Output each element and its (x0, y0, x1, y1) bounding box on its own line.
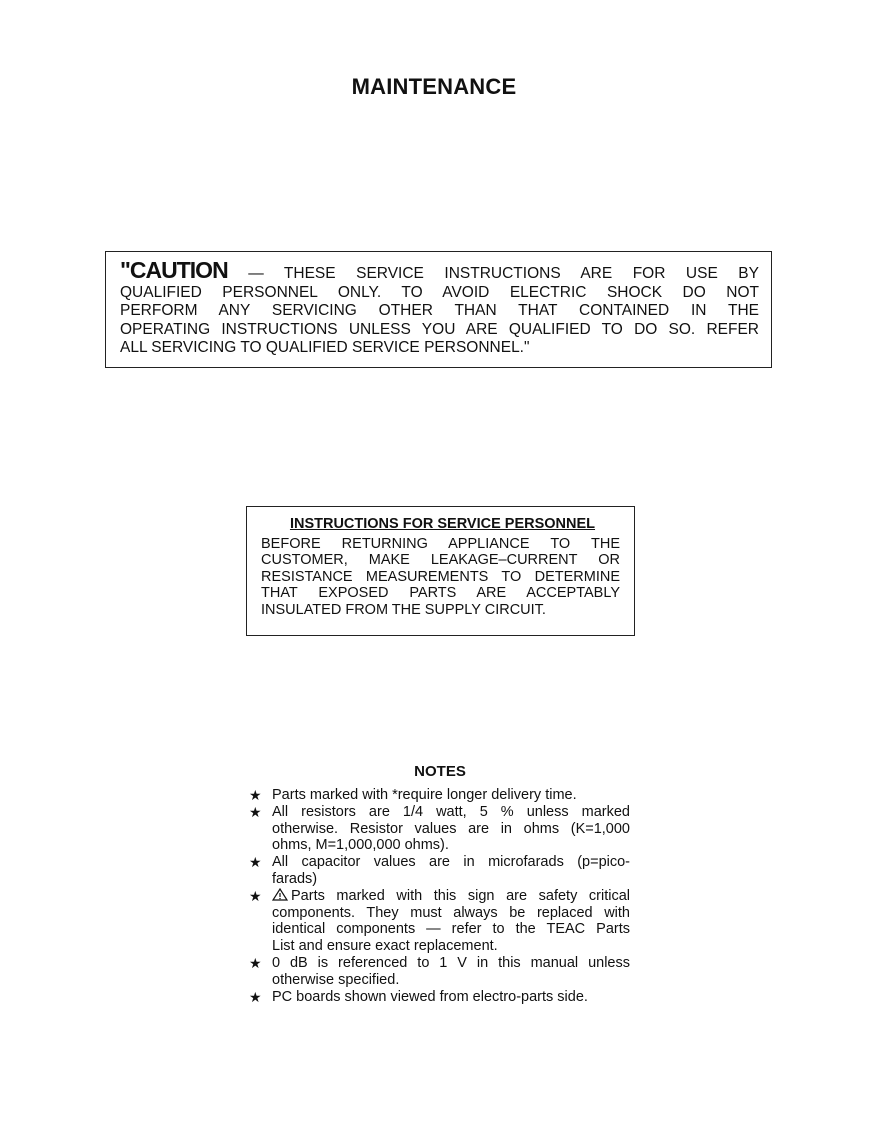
service-instructions-box (246, 506, 635, 636)
service-line-3: RESISTANCE MEASUREMENTS TO DETERMINE (261, 568, 620, 585)
service-line-5: INSULATED FROM THE SUPPLY CIRCUIT. (261, 601, 546, 618)
note-line: PC boards shown viewed from electro-parts side. (272, 988, 588, 1005)
note-line: ohms, M=1,000,000 ohms). (272, 837, 449, 854)
note-item (249, 888, 630, 955)
note-item (249, 804, 630, 854)
service-line-4: THAT EXPOSED PARTS ARE ACCEPTABLY (261, 585, 620, 601)
caution-line-2: QUALIFIED PERSONNEL ONLY. TO AVOID ELECTRIC SHOCK DO NOT (120, 283, 759, 301)
note-line: 0 dB is referenced to 1 V in this manual unless (272, 954, 630, 971)
note-text: Parts marked with this sign are safety critical (291, 887, 630, 904)
star-icon: ★ (249, 787, 262, 803)
caution-box (105, 251, 772, 368)
notes-list (249, 787, 630, 1005)
note-line: List and ensure exact replacement. (272, 938, 498, 955)
note-item (249, 854, 630, 888)
service-line-2: CUSTOMER, MAKE LEAKAGE–CURRENT OR (261, 552, 620, 568)
note-line-with-icon (272, 888, 630, 905)
note-line: All resistors are 1/4 watt, 5 % unless marked (272, 803, 630, 820)
caution-line-3: PERFORM ANY SERVICING OTHER THAN THAT CONTAINED IN THE (120, 302, 759, 319)
warning-triangle-icon (272, 888, 288, 901)
note-line: identical components — refer to the TEAC Parts (272, 921, 630, 938)
caution-label: "CAUTION (120, 257, 228, 283)
star-icon: ★ (249, 854, 262, 871)
page-title: MAINTENANCE (351, 74, 517, 99)
service-heading: INSTRUCTIONS FOR SERVICE PERSONNEL (289, 516, 596, 532)
note-line: Parts marked with *require longer delivery time. (272, 787, 577, 803)
note-item (249, 787, 630, 804)
caution-line-4: OPERATING INSTRUCTIONS UNLESS YOU ARE QUALIFIED TO DO SO. REFER (120, 320, 759, 338)
caution-line-5: ALL SERVICING TO QUALIFIED SERVICE PERSONNEL." (120, 339, 530, 356)
note-line: otherwise. Resistor values are in ohms (K=1,000 (272, 820, 630, 837)
note-item (249, 989, 630, 1006)
caution-text-1: — THESE SERVICE INSTRUCTIONS ARE FOR USE BY (227, 265, 759, 282)
note-line: components. They must always be replaced with (272, 904, 630, 921)
star-icon: ★ (249, 954, 262, 971)
star-icon: ★ (249, 988, 262, 1005)
note-line: otherwise specified. (272, 971, 400, 988)
star-icon: ★ (249, 887, 262, 904)
note-line: All capacitor values are in microfarads (p=pico- (272, 854, 630, 871)
note-line: farads) (272, 870, 318, 887)
note-item (249, 955, 630, 989)
service-line-1: BEFORE RETURNING APPLIANCE TO THE (261, 535, 620, 552)
caution-line-1 (120, 257, 759, 284)
star-icon: ★ (249, 803, 262, 820)
notes-heading: NOTES (414, 763, 466, 780)
